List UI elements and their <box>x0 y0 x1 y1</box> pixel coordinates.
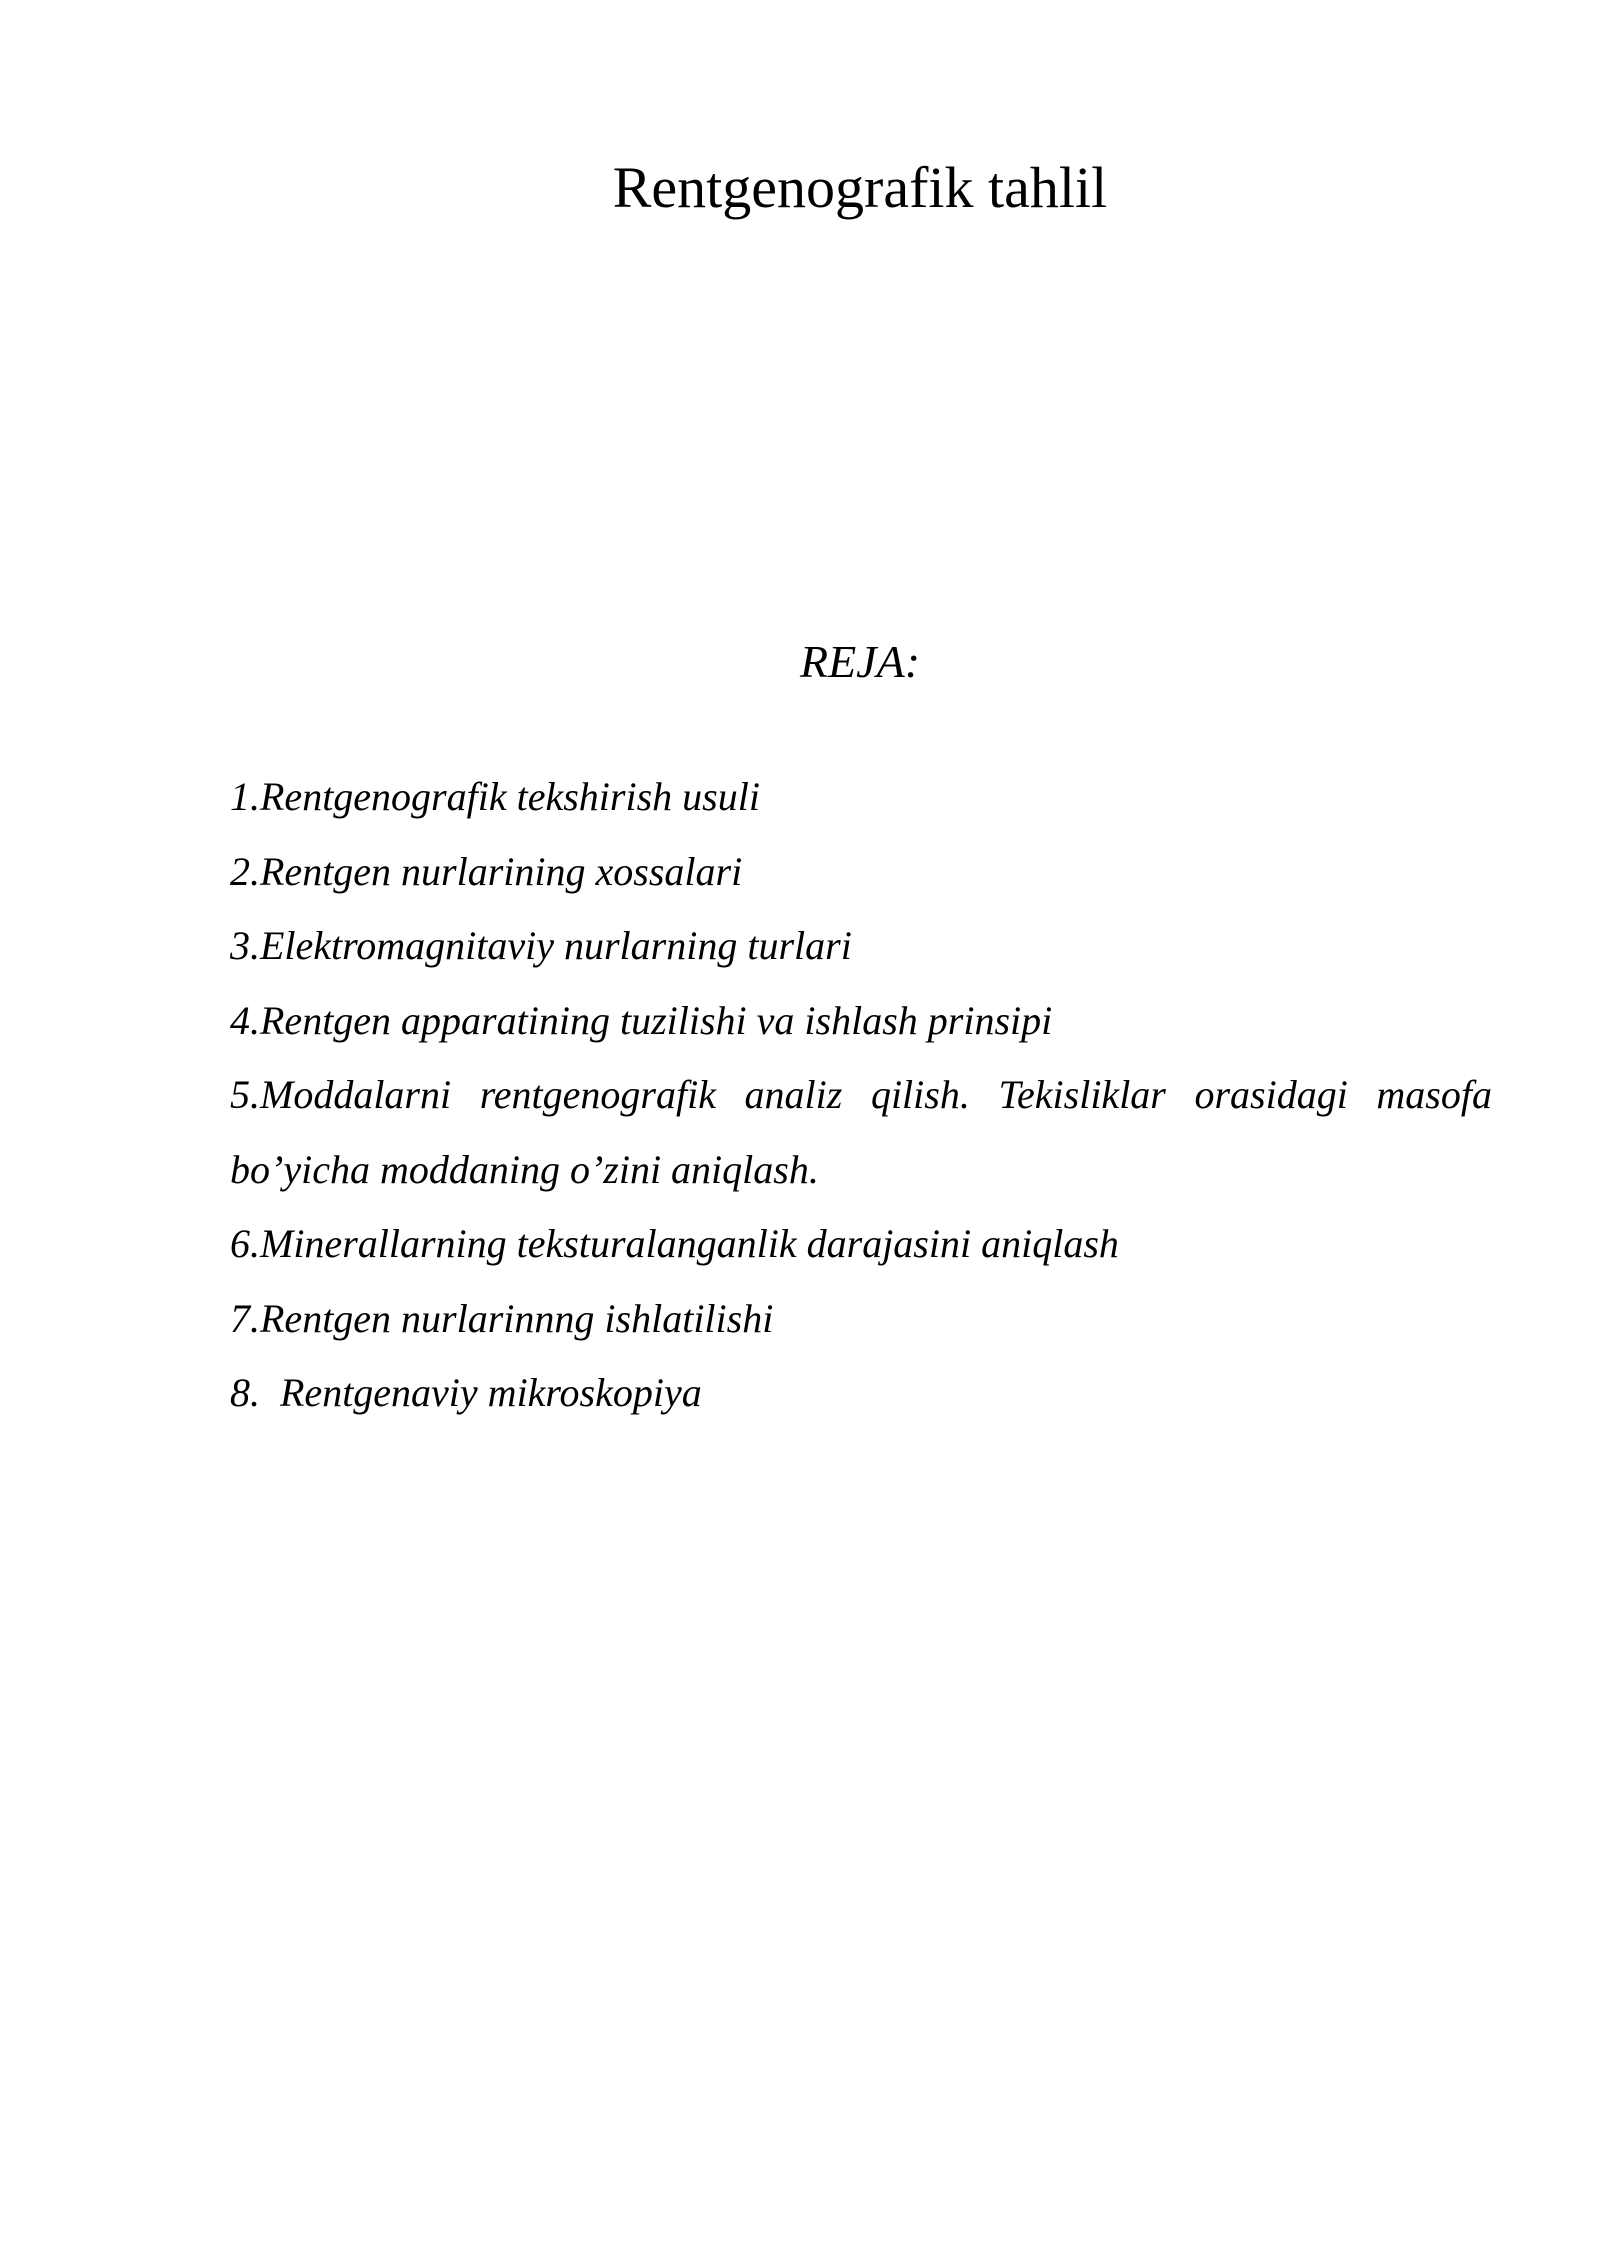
plan-item-4: 4.Rentgen apparatining tuzilishi va ishlash prinsipi <box>230 997 1053 1043</box>
plan-item-3: 3.Elektromagnitaviy nurlarning turlari <box>230 923 852 968</box>
plan-item-5 <box>230 1058 1492 1207</box>
document-title: Rentgenografik tahlil <box>612 155 1108 220</box>
title-container <box>0 152 1600 224</box>
plan-item-5-line-2: bo’yicha moddaning o’zini aniqlash. <box>230 1146 819 1192</box>
plan-heading: REJA: <box>799 636 921 687</box>
plan-list <box>230 760 1492 1431</box>
plan-item-5-line-1: 5.Moddalarni rentgenografik analiz qilish. Tekisliklar orasidagi masofa <box>230 1072 1492 1117</box>
plan-item-6: 6.Minerallarning teksturalanganlik darajasini aniqlash <box>230 1221 1119 1266</box>
plan-item-8: 8. Rentgenaviy mikroskopiya <box>230 1370 702 1415</box>
plan-item-1: 1.Rentgenografik tekshirish usuli <box>230 774 760 819</box>
plan-item-2: 2.Rentgen nurlarining xossalari <box>230 848 743 894</box>
plan-item-7: 7.Rentgen nurlarinnng ishlatilishi <box>230 1295 774 1341</box>
